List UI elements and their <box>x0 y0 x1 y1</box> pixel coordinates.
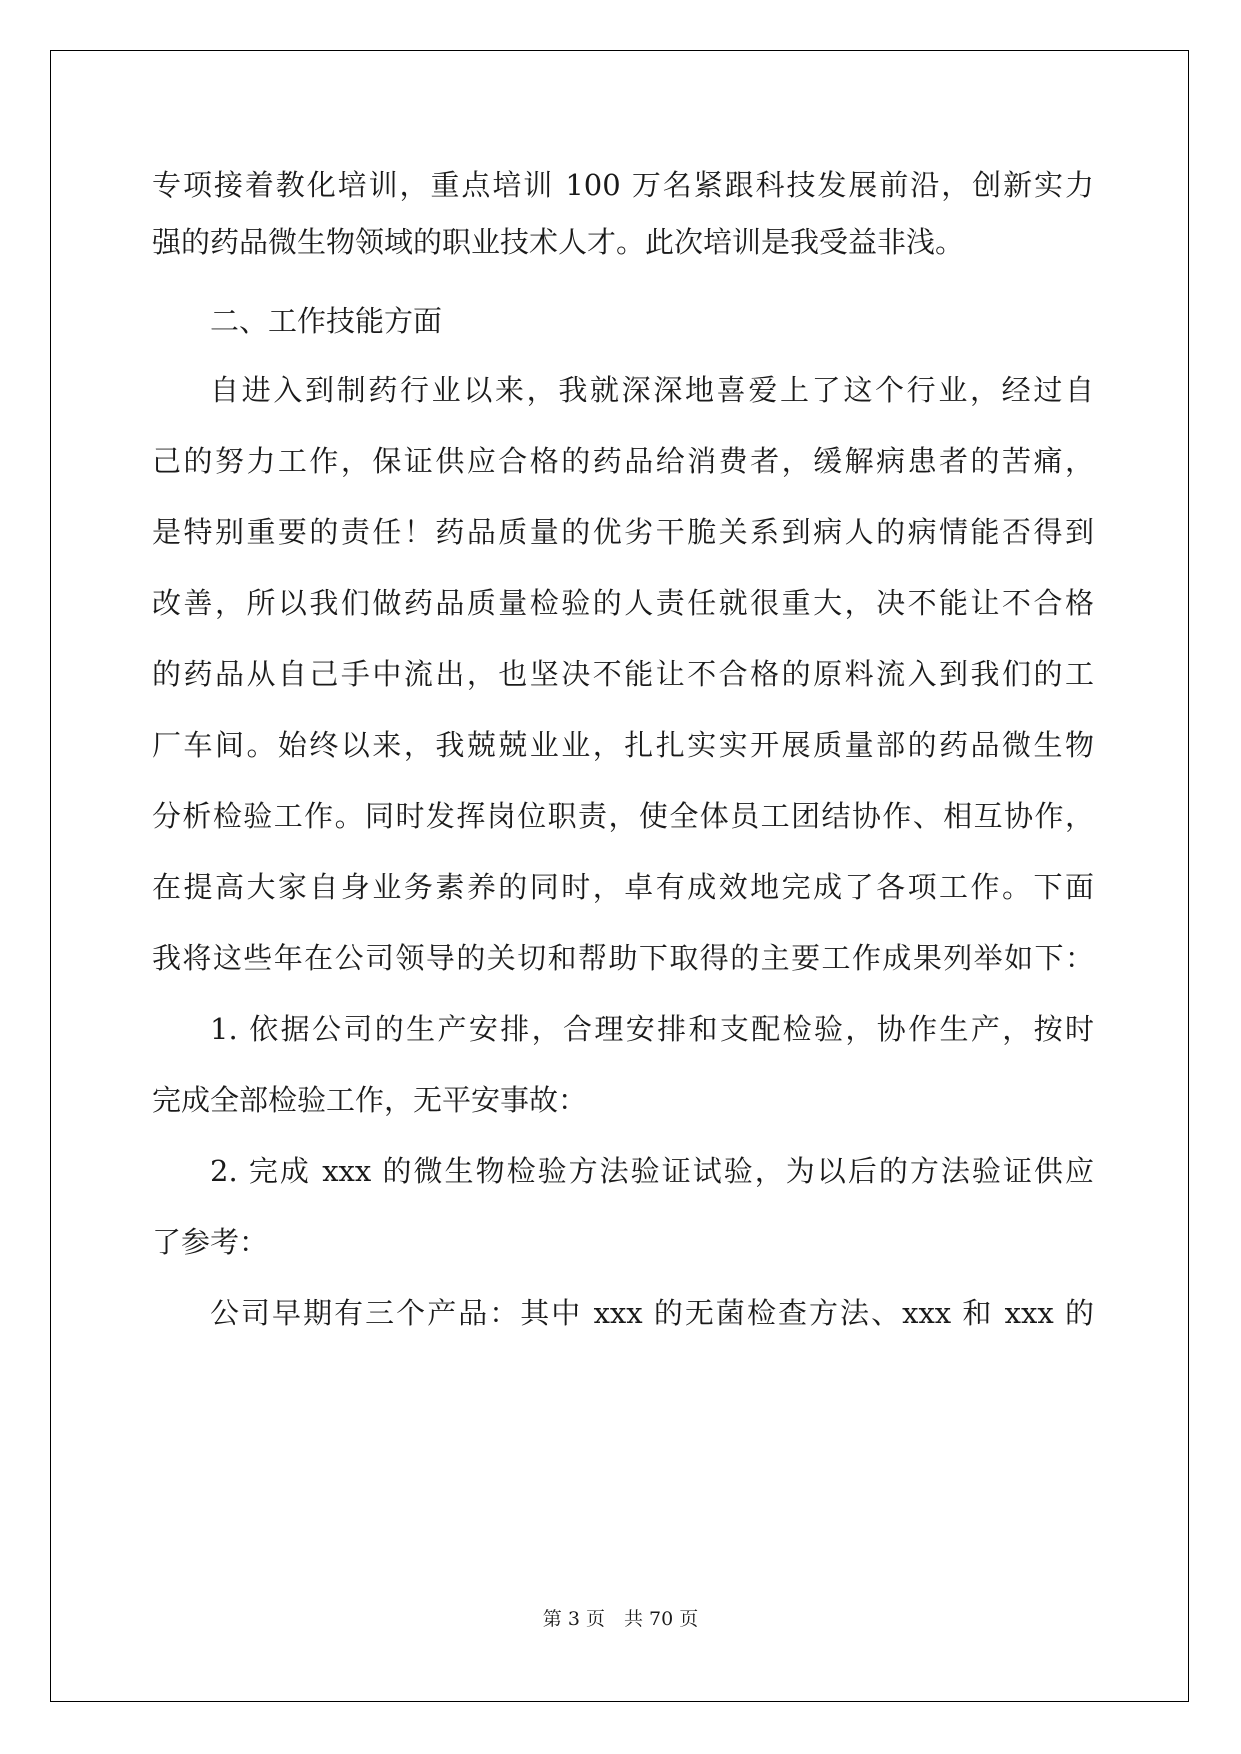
text-line: 的药品从自己手中流出，也坚决不能让不合格的原料流入到我们的工 <box>152 657 1094 691</box>
text-line: 分析检验工作。同时发挥岗位职责，使全体员工团结协作、相互协作， <box>152 799 1094 833</box>
list-item-2: 2. 完成 xxx 的微生物检验方法验证试验，为以后的方法验证供应 <box>210 1154 1094 1188</box>
text-line: 完成全部检验工作，无平安事故： <box>152 1083 588 1117</box>
text-line: 己的努力工作，保证供应合格的药品给消费者，缓解病患者的苦痛， <box>152 444 1094 478</box>
text-line: 我将这些年在公司领导的关切和帮助下取得的主要工作成果列举如下： <box>152 941 1094 975</box>
text-line: 改善，所以我们做药品质量检验的人责任就很重大，决不能让不合格 <box>152 586 1094 620</box>
text-line: 了参考： <box>152 1225 269 1259</box>
text-line: 自进入到制药行业以来，我就深深地喜爱上了这个行业，经过自 <box>210 373 1094 407</box>
text-line: 强的药品微生物领域的职业技术人才。此次培训是我受益非浅。 <box>152 225 965 259</box>
text-line: 厂车间。始终以来，我兢兢业业，扎扎实实开展质量部的药品微生物 <box>152 728 1094 762</box>
list-item-1: 1. 依据公司的生产安排，合理安排和支配检验，协作生产，按时 <box>210 1012 1094 1046</box>
text-line: 在提高大家自身业务素养的同时，卓有成效地完成了各项工作。下面 <box>152 870 1094 904</box>
text-line: 专项接着教化培训，重点培训 100 万名紧跟科技发展前沿，创新实力 <box>152 168 1094 202</box>
section-heading: 二、工作技能方面 <box>210 304 443 338</box>
text-line: 是特别重要的责任！药品质量的优劣干脆关系到病人的病情能否得到 <box>152 515 1094 549</box>
text-line: 公司早期有三个产品：其中 xxx 的无菌检查方法、xxx 和 xxx 的 <box>210 1296 1094 1330</box>
page-number-footer: 第 3 页 共 70 页 <box>542 1608 699 1630</box>
